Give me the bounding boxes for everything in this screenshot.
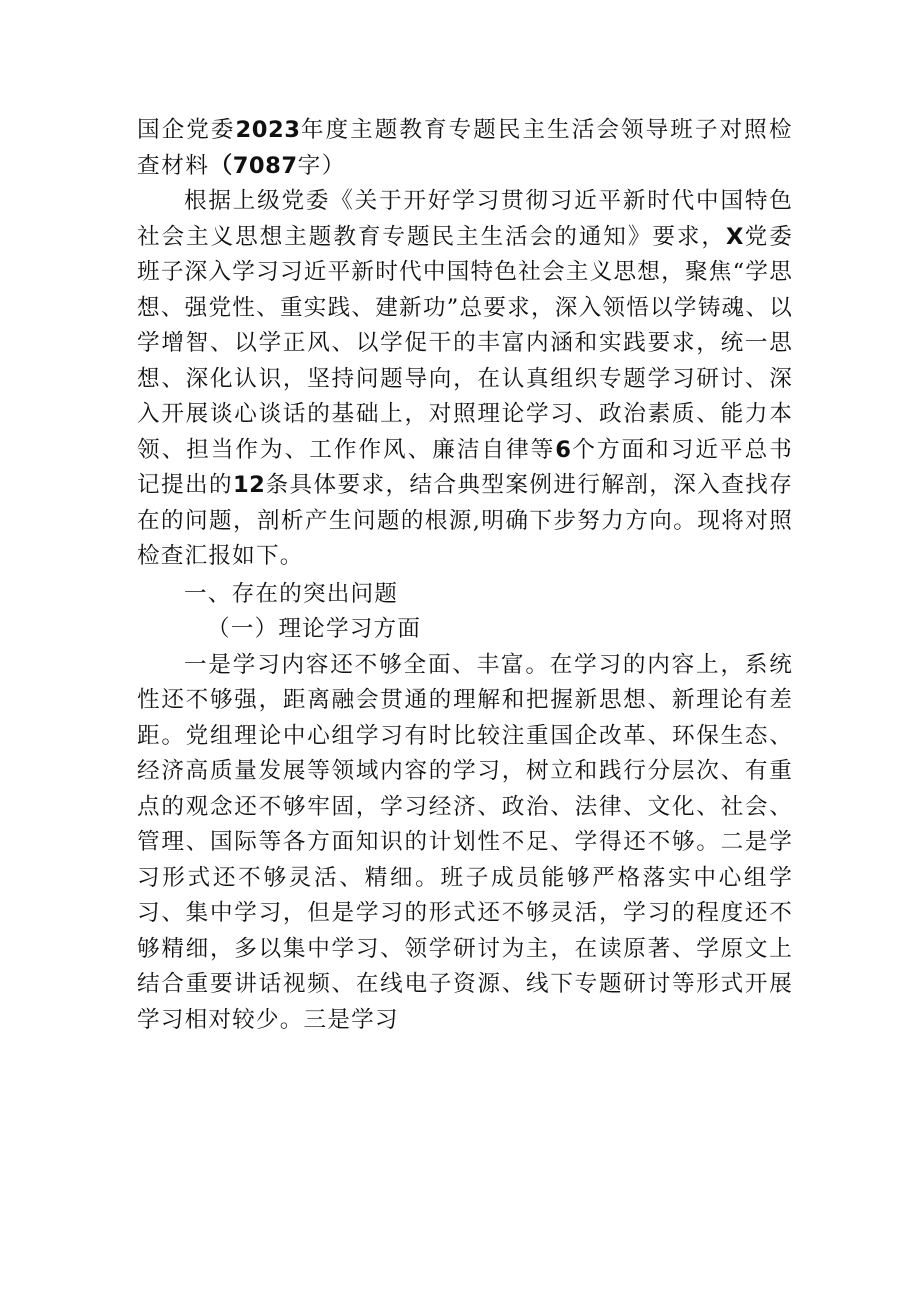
subsection-heading: （一）理论学习方面: [207, 616, 422, 642]
intro-text: 条具体要求，结合典型案例进行解剖，深入查找存在的问题，剖析产生问题的根源,明确下步努力方向。现将对照检查汇报如下。: [137, 472, 793, 569]
document-title: [137, 113, 793, 184]
body-paragraph: 一是学习内容还不够全面、丰富。在学习的内容上，系统性还不够强，距离融会贯通的理解和把握新思想、新理论有差距。党组理论中心组学习有时比较注重国企改革、环保生态、经济高质量发展等领域内容的学习，树立和践行分层次、有重点的观念还不够牢固，学习经济、政治、法律、文化、社会、管理、国际等各方面知识的计划性不足、学得还不够。二是学习形式还不够灵活、精细。班子成员能够严格落实中心组学习、集中学习，但是学习的形式还不够灵活，学习的程度还不够精细，多以集中学习、领学研讨为主，在读原著、学原文上结合重要讲话视频、在线电子资源、线下专题研讨等形式开展学习相对较少。三是学习: [137, 651, 793, 1033]
title-word-count: 7087: [232, 152, 298, 179]
document-body: [137, 113, 793, 1038]
title-text: 年度主题教育专题民主生活会领导班子对照检查材料: [137, 117, 794, 179]
title-word-count-open: （: [209, 152, 233, 179]
intro-x-marker: X: [725, 223, 744, 250]
intro-text: 个方面和习近平总书记提出的: [137, 436, 793, 498]
intro-text: 根据上级党委《关于开好学习贯彻习近平新时代中国特色社会主义思想主题教育专题民主生活会的通知》要求，: [137, 188, 793, 250]
title-year: 2023: [235, 117, 301, 143]
intro-paragraph: [137, 184, 793, 575]
title-word-count-close: 字）: [297, 152, 346, 179]
intro-number-six: 6: [555, 436, 572, 463]
section-heading: 一、存在的突出问题: [184, 580, 399, 607]
intro-number-twelve: 12: [232, 472, 266, 498]
intro-text: 党委班子深入学习习近平新时代中国特色社会主义思想，聚焦“学思想、强党性、重实践、建新功”总要求，深入领悟以学铸魂、以学增智、以学正风、以学促干的丰富内涵和实践要求，统一思想、深化认识，坚持问题导向，在认真组织专题学习研讨、深入开展谈心谈话的基础上，对照理论学习、政治素质、能力本领、担当作为、工作作风、廉洁自律等: [137, 223, 793, 463]
title-text: 国企党委: [137, 117, 236, 143]
